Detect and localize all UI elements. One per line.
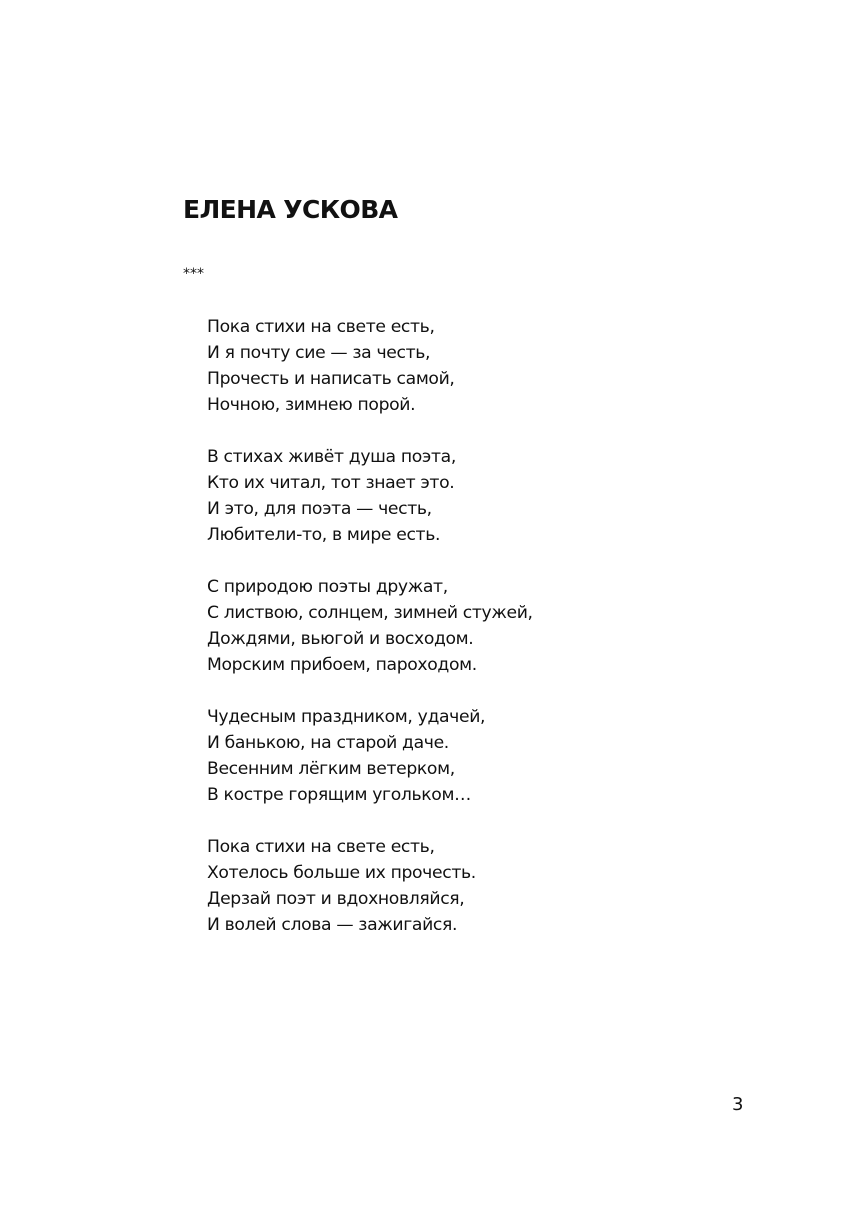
poem-line: И волей слова — зажигайся. xyxy=(207,915,458,935)
poem-line: Любители-то, в мире есть. xyxy=(207,525,441,545)
stanza xyxy=(207,444,767,548)
page-number: 3 xyxy=(732,1094,744,1115)
poem-line: В костре горящим угольком… xyxy=(207,785,471,805)
poem-line: Пока стихи на свете есть, xyxy=(207,837,435,857)
poem-line: Кто их читал, тот знает это. xyxy=(207,473,455,493)
stanza xyxy=(207,314,767,418)
stanza xyxy=(207,704,767,808)
poem-line: С листвою, солнцем, зимней стужей, xyxy=(207,603,533,623)
poem-line: Пока стихи на свете есть, xyxy=(207,317,435,337)
stanza xyxy=(207,834,767,938)
poem-line: С природою поэты дружат, xyxy=(207,577,448,597)
author-name: ЕЛЕНА УСКОВА xyxy=(183,195,398,224)
poem-line: Дождями, вьюгой и восходом. xyxy=(207,629,474,649)
stanza xyxy=(207,574,767,678)
poem-line: Прочесть и написать самой, xyxy=(207,369,455,389)
poem-line: Морским прибоем, пароходом. xyxy=(207,655,477,675)
poem-line: Хотелось больше их прочесть. xyxy=(207,863,476,883)
poem-line: Весенним лёгким ветерком, xyxy=(207,759,455,779)
poem xyxy=(207,314,767,964)
poem-line: И это, для поэта — честь, xyxy=(207,499,432,519)
poem-line: Чудесным праздником, удачей, xyxy=(207,707,486,727)
poem-line: Дерзай поэт и вдохновляйся, xyxy=(207,889,465,909)
poem-line: Ночною, зимнею порой. xyxy=(207,395,416,415)
poem-line: И банькою, на старой даче. xyxy=(207,733,449,753)
poem-separator: *** xyxy=(183,266,204,282)
poem-line: И я почту сие — за честь, xyxy=(207,343,431,363)
poem-line: В стихах живёт душа поэта, xyxy=(207,447,456,467)
